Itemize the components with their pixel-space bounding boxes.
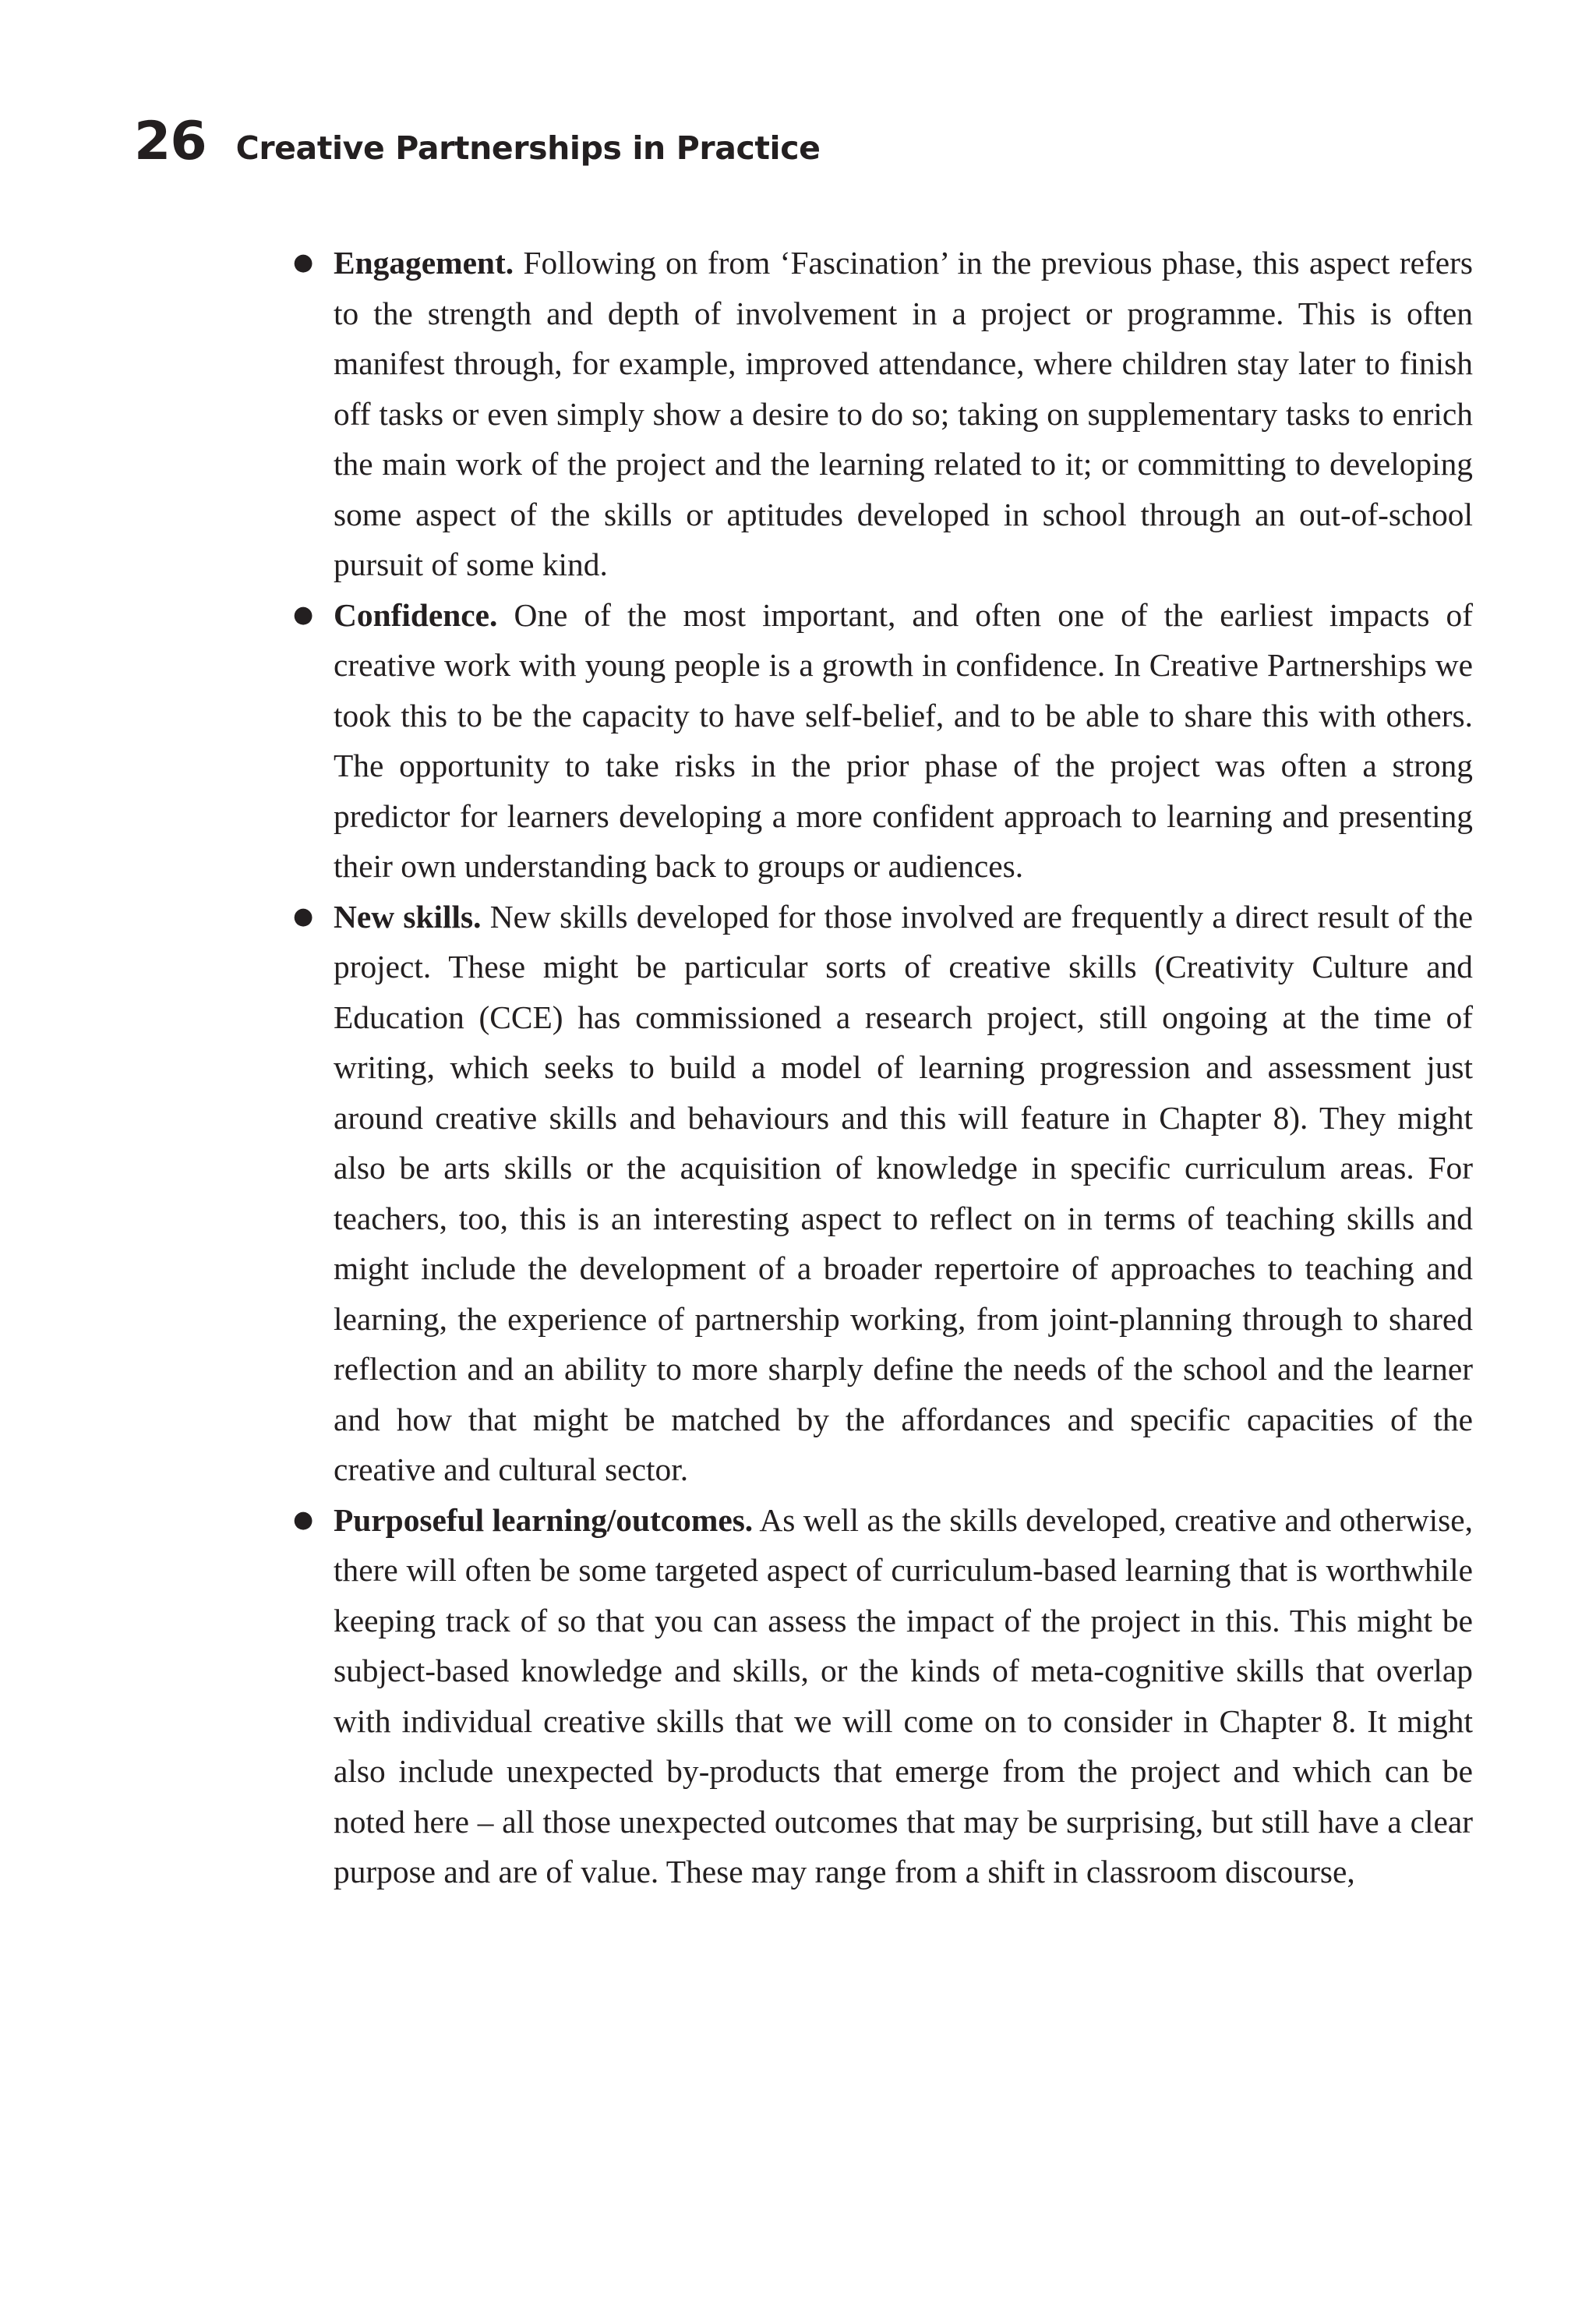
bullet-item-new-skills — [288, 892, 1473, 1495]
bullet-term: Purposeful learning/outcomes. — [334, 1501, 754, 1538]
bullet-term: Engagement. — [334, 245, 514, 281]
bullet-list — [288, 238, 1473, 1897]
bullet-text: New skills developed for those involved are frequently a direct result of the project. These might be particular sorts of creative skills (Creativity Culture and Education (CCE) has commissioned a research project, still ongoing at the time of writing, which seeks to build a model of learning progression and assessment just around creative skills and behaviours and this will feature in Chapter 8). They might also be arts skills or the acquisition of knowledge in specific curriculum areas. For teachers, too, this is an interesting aspect to reflect on in terms of teaching skills and might include the development of a broader repertoire of approaches to teaching and learning, the experience of partnership working, from joint-planning through to shared reflection and an ability to more sharply define the needs of the school and the learner and how that might be matched by the affordances and specific capacities of the creative and cultural sector. — [334, 898, 1473, 1487]
bullet-text: As well as the skills developed, creative and otherwise, there will often be some targeted aspect of curriculum-based learning that is worthwhile keeping track of so that you can assess the impact of the project in this. This might be subject-based knowledge and skills, or the kinds of meta-cognitive skills that overlap with individual creative skills that we will come on to consider in Chapter 8. It might also include unexpected by-products that emerge from the project and which can be noted here – all those unexpected outcomes that may be surprising, but still have a clear purpose and are of value. These may range from a shift in classroom discourse, — [334, 1501, 1473, 1890]
bullet-term: Confidence. — [334, 596, 498, 633]
bullet-dot-icon: ● — [293, 1505, 314, 1533]
bullet-dot-icon: ● — [293, 902, 314, 930]
bullet-item-engagement — [288, 238, 1473, 590]
bullet-item-confidence — [288, 590, 1473, 892]
running-head — [134, 111, 821, 181]
bullet-term: New skills. — [334, 898, 482, 935]
bullet-item-purposeful-learning — [288, 1495, 1473, 1897]
page-number: 26 — [134, 111, 207, 172]
bullet-dot-icon: ● — [293, 600, 314, 628]
bullet-text: Following on from ‘Fascination’ in the previous phase, this aspect refers to the strength and depth of involvement in a project or programme. This is often manifest through, for example, improved attendance, where children stay later to finish off tasks or even simply show a desire to do so; taking on supplementary tasks to enrich the main work of the project and the learning related to it; or committing to developing some aspect of the skills or aptitudes developed in school through an out-of-school pursuit of some kind. — [334, 245, 1473, 582]
bullet-dot-icon: ● — [293, 249, 314, 276]
book-title: Creative Partnerships in Practice — [235, 129, 821, 167]
bullet-text: One of the most important, and often one of the earliest impacts of creative work with young people is a growth in confidence. In Creative Partnerships we took this to be the capacity to have self-belief, and to be able to share this with others. The opportunity to take risks in the prior phase of the project was often a strong predictor for learners developing a more confident approach to learning and presenting their own understanding back to groups or audiences. — [334, 596, 1473, 884]
